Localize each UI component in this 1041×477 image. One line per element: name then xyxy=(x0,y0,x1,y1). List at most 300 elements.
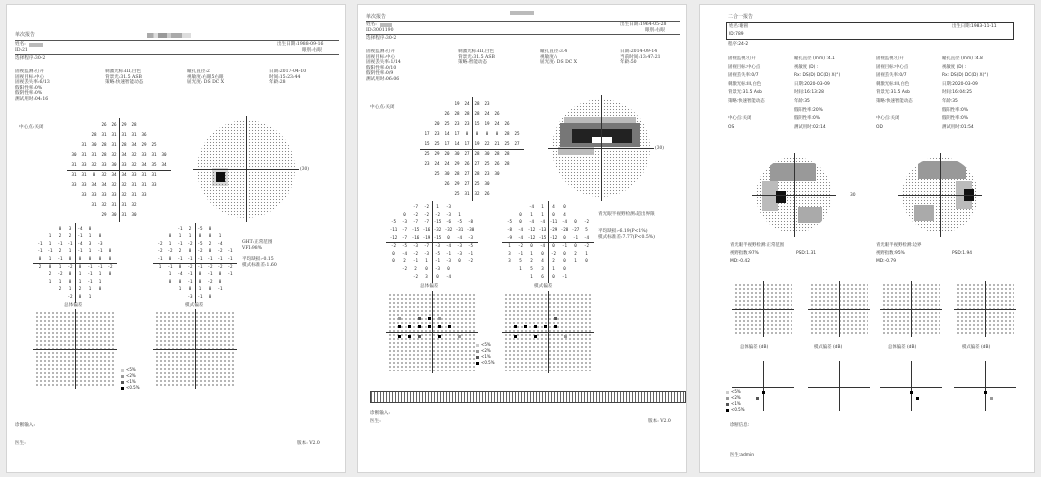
probability-symbol xyxy=(984,391,987,394)
grid-cell: -1 xyxy=(207,256,213,262)
grid-cell: 2 xyxy=(530,258,533,264)
grid-cell: 26 xyxy=(464,160,470,166)
grid-cell: -2 xyxy=(217,263,223,269)
param-line: 中心点:关闭 xyxy=(876,116,900,122)
grid-cell xyxy=(454,273,465,281)
param-line: 视敏度 (D) : xyxy=(794,64,819,70)
grid-cell: 3 xyxy=(541,266,544,272)
grid-cell: -32 xyxy=(444,227,453,233)
grid-cell: 28 xyxy=(101,151,107,157)
grid-cell: 31 xyxy=(121,131,127,137)
param-line: 刺激光标:III,白色 xyxy=(458,49,495,54)
param-line: 中心点:关闭 xyxy=(728,116,752,122)
grid-cell xyxy=(159,130,169,140)
report-page-2 xyxy=(357,4,687,473)
grid-cell xyxy=(155,286,165,294)
grid-cell xyxy=(55,293,65,301)
grid-cell: 31 xyxy=(131,131,137,137)
grid-cell: 28 xyxy=(464,110,470,116)
probability-symbol xyxy=(916,397,919,400)
grid-cell: -2 xyxy=(412,211,419,217)
grid-cell: -7 xyxy=(423,242,430,248)
test-program: 选择程序:30-2 xyxy=(15,56,46,61)
grid-cell: -3 xyxy=(412,242,419,248)
grid-cell: 0 xyxy=(58,225,62,231)
param-line: 假阴性率:0% xyxy=(942,116,969,122)
grid-cell xyxy=(225,293,235,301)
grid-cell: -4 xyxy=(445,273,452,279)
grid-cell: 0 xyxy=(98,233,102,239)
grid-cell xyxy=(175,293,185,301)
grid-cell: -5 xyxy=(456,219,463,225)
grid-cell: 35 xyxy=(151,161,157,167)
grid-cell: 2 xyxy=(403,258,406,264)
grid-cell: 31 xyxy=(111,131,117,137)
grid-cell: 0 xyxy=(68,256,72,262)
param-line: 假阴性率:0% xyxy=(15,91,43,97)
grid-cell: 1 xyxy=(574,258,577,264)
grid-cell: 30 xyxy=(111,211,117,217)
grid-cell: 25 xyxy=(151,141,157,147)
grid-cell: 30 xyxy=(161,151,167,157)
grid-cell: 27 xyxy=(474,160,480,166)
software-version: 版本: V2.0 xyxy=(648,419,671,424)
grid-cell: -1 xyxy=(177,240,183,246)
probability-symbol xyxy=(514,325,517,328)
legend-1: <1% xyxy=(126,379,136,384)
grid-cell: -1 xyxy=(197,256,203,262)
grid-cell: 2 xyxy=(552,258,555,264)
grid-cell: 29 xyxy=(434,150,440,156)
grid-cell xyxy=(512,109,522,119)
grid-cell xyxy=(215,225,225,233)
grid-cell xyxy=(45,286,55,294)
grid-cell xyxy=(159,120,169,130)
date-params xyxy=(269,69,339,86)
grid-cell: 0 xyxy=(403,211,406,217)
grid-cell: 0 xyxy=(198,271,202,277)
grid-cell: -1 xyxy=(57,256,63,262)
grid-cell: 1 xyxy=(78,271,82,277)
mean-deviation: 平均缺损:-6.19(P<1%) xyxy=(598,229,648,234)
grid-cell xyxy=(422,109,432,119)
grid-cell: 24 xyxy=(484,110,490,116)
grid-cell xyxy=(105,240,115,248)
grid-cell xyxy=(159,210,169,220)
grid-cell: -5 xyxy=(506,219,513,225)
grid-cell: -1 xyxy=(57,240,63,246)
grid-cell: -1 xyxy=(561,242,568,248)
grid-cell: -2 xyxy=(207,278,213,284)
grid-cell: 28 xyxy=(454,170,460,176)
grid-cell xyxy=(159,170,169,180)
grid-cell: 2 xyxy=(414,266,417,272)
param-line: 假阳性率:0% xyxy=(15,85,43,91)
param-line: 刺激光标:III,白色 xyxy=(728,81,762,87)
grid-cell: -16 xyxy=(422,227,431,233)
grid-cell: -2 xyxy=(57,271,63,277)
grid-cell: 1 xyxy=(48,233,52,239)
grid-cell: 29 xyxy=(454,180,460,186)
grid-cell: 30 xyxy=(494,170,500,176)
grid-cell: 31 xyxy=(91,201,97,207)
diagnosis-info: 诊断信息: xyxy=(730,423,750,428)
legend-1: <1% xyxy=(481,354,491,359)
grid-cell xyxy=(581,211,592,219)
grid-cell: -27 xyxy=(571,227,580,233)
grid-cell: -1 xyxy=(177,256,183,262)
probability-legend xyxy=(726,389,745,413)
grid-cell: 1 xyxy=(48,278,52,284)
grid-cell: 34 xyxy=(91,181,97,187)
grid-cell: 0 xyxy=(198,278,202,284)
grid-cell: 1 xyxy=(530,250,533,256)
grid-cell: 1 xyxy=(218,233,222,239)
grid-cell: -1 xyxy=(157,256,163,262)
grid-cell: 0 xyxy=(208,294,212,300)
param-line: 背景光:31.5 ASB xyxy=(105,74,142,80)
grid-cell: 28 xyxy=(504,150,510,156)
grid-cell: 31 xyxy=(91,151,97,157)
grid-cell xyxy=(512,149,522,159)
grid-cell: 1 xyxy=(78,278,82,284)
patient-name-label: 姓名: xyxy=(15,42,26,47)
grid-cell: 1 xyxy=(425,258,428,264)
axis-30-label: (30) xyxy=(300,167,310,172)
grid-cell: -2 xyxy=(187,263,193,269)
grid-cell: 2 xyxy=(68,233,72,239)
grid-cell: 30 xyxy=(444,170,450,176)
fixation-params xyxy=(366,49,456,83)
param-line: 瞳孔直径:3.4 xyxy=(540,49,568,54)
grid-cell: 5 xyxy=(519,258,522,264)
grid-cell: 25 xyxy=(424,150,430,156)
grid-cell: -12 xyxy=(527,234,536,240)
grid-cell xyxy=(149,130,159,140)
grid-cell: 0 xyxy=(108,248,112,254)
param-line: 年龄:35 xyxy=(794,99,810,104)
grid-cell: 1 xyxy=(68,286,72,292)
grid-cell xyxy=(512,99,522,109)
grid-cell: -12 xyxy=(549,234,558,240)
grid-cell: 32 xyxy=(121,181,127,187)
param-line: 策略:快速智能动态 xyxy=(105,80,144,86)
param-line: 瞳孔直径 (mm) :4.8 xyxy=(942,56,983,61)
grid-cell: -2 xyxy=(207,263,213,269)
grid-cell xyxy=(225,225,235,233)
grid-cell: 2 xyxy=(58,233,62,239)
grid-cell xyxy=(79,120,89,130)
grid-cell: -2 xyxy=(467,258,474,264)
param-line: 视敏度:右眼5右眼 xyxy=(187,74,224,80)
total-deviation-label: 总体偏差 xyxy=(64,303,83,308)
grid-cell xyxy=(454,203,465,211)
grid-cell xyxy=(35,293,45,301)
grid-cell: 17 xyxy=(424,130,430,136)
grid-cell: 1 xyxy=(541,203,544,209)
patient-id-label: ID: xyxy=(15,48,23,53)
stimulus-params xyxy=(458,49,538,66)
grid-cell: -2 xyxy=(107,263,113,269)
grid-cell: 0 xyxy=(98,256,102,262)
grid-cell: 32 xyxy=(131,151,137,157)
grid-cell: 0 xyxy=(68,278,72,284)
probability-symbol xyxy=(564,335,567,338)
grid-cell: -1 xyxy=(572,234,579,240)
grid-cell: -3 xyxy=(434,242,441,248)
grid-cell: 22 xyxy=(484,140,490,146)
left-eye-params xyxy=(728,56,873,146)
grid-cell xyxy=(159,200,169,210)
grid-cell: -1 xyxy=(412,258,419,264)
grid-cell: 28 xyxy=(504,130,510,136)
grid-cell: 1 xyxy=(168,240,172,246)
software-version: 版本: V2.0 xyxy=(297,441,320,446)
grid-cell: -7 xyxy=(412,219,419,225)
grid-cell: 31 xyxy=(141,171,147,177)
grid-cell: 0 xyxy=(48,263,52,269)
grid-cell: -1 xyxy=(187,278,193,284)
grid-cell xyxy=(502,109,512,119)
grid-cell: -4 xyxy=(583,234,590,240)
legend-05: <0.5% xyxy=(126,385,140,390)
grid-cell: -4 xyxy=(445,242,452,248)
grid-cell: 14 xyxy=(454,140,460,146)
grid-cell: 4 xyxy=(563,211,566,217)
grid-cell: 28 xyxy=(474,170,480,176)
probability-symbol xyxy=(534,335,537,338)
grid-cell xyxy=(35,286,45,294)
grid-cell: 25 xyxy=(514,130,520,136)
grid-cell: -3 xyxy=(434,266,441,272)
grid-cell: 0 xyxy=(447,266,450,272)
grid-cell xyxy=(105,233,115,241)
center-point: 中心点:关闭 xyxy=(19,125,44,130)
right-psd: PSD:1.94 xyxy=(952,251,973,256)
grid-cell: 31 xyxy=(141,181,147,187)
grid-cell: -7 xyxy=(412,203,419,209)
param-line: 策略:智能动态 xyxy=(458,60,488,66)
dev-label-2: 模式偏差 (dB) xyxy=(814,345,843,350)
grid-cell xyxy=(215,293,225,301)
grid-cell: 1 xyxy=(178,286,182,292)
pupil-params xyxy=(540,49,620,66)
grid-cell xyxy=(492,189,502,199)
grid-cell: -3 xyxy=(445,211,452,217)
grid-cell: -2 xyxy=(157,248,163,254)
grid-cell: -28 xyxy=(560,227,569,233)
grid-cell: 0 xyxy=(465,130,469,136)
grid-cell xyxy=(155,225,165,233)
probability-symbol xyxy=(534,325,537,328)
pattern-std-deviation: 模式标准差:1.60 xyxy=(242,263,277,268)
grid-cell: -7 xyxy=(401,227,408,233)
grid-cell: -12 xyxy=(527,227,536,233)
grid-cell: 26 xyxy=(111,121,117,127)
grid-cell: -1 xyxy=(227,248,233,254)
probability-symbol xyxy=(990,397,993,400)
grid-cell: -4 xyxy=(77,240,83,246)
grid-cell: -30 xyxy=(466,227,475,233)
grid-cell: 0 xyxy=(563,203,566,209)
probability-symbol xyxy=(418,325,421,328)
grid-cell xyxy=(155,278,165,286)
param-line: 测试用时:04:16 xyxy=(15,96,49,102)
grid-cell: 3 xyxy=(508,250,511,256)
grid-cell: -5 xyxy=(467,242,474,248)
legend-05: <0.5% xyxy=(481,360,495,365)
grid-cell: 3 xyxy=(88,240,92,246)
grid-cell: 0 xyxy=(585,258,588,264)
param-line: 背景光:31.5 ASB xyxy=(458,54,495,60)
grid-cell: 34 xyxy=(121,151,127,157)
probability-symbol xyxy=(910,391,913,394)
grid-cell xyxy=(422,189,432,199)
right-ght: 青光眼半视野检测:边界 xyxy=(876,243,922,248)
grid-cell: 0 xyxy=(574,242,577,248)
date-params xyxy=(620,49,684,66)
grid-cell: 29 xyxy=(121,121,127,127)
grid-cell xyxy=(225,233,235,241)
grid-cell: -2 xyxy=(423,203,430,209)
grid-cell xyxy=(581,273,592,281)
grid-cell: 28 xyxy=(494,150,500,156)
grid-cell: 25 xyxy=(504,140,510,146)
probability-symbol xyxy=(438,325,441,328)
legend-2: <2% xyxy=(126,373,136,378)
report-title: 二合一报告 xyxy=(728,14,754,20)
grid-cell: 0 xyxy=(198,233,202,239)
grid-cell: 2 xyxy=(58,248,62,254)
grid-cell: 21 xyxy=(494,140,500,146)
grid-cell xyxy=(69,210,79,220)
grid-cell: 20 xyxy=(444,150,450,156)
grid-cell xyxy=(502,189,512,199)
eye-side: 眼别:右眼 xyxy=(302,48,322,53)
grid-cell: 0 xyxy=(552,211,555,217)
grid-cell xyxy=(581,265,592,273)
grid-cell: 14 xyxy=(444,130,450,136)
grid-cell xyxy=(422,179,432,189)
grid-cell: 25 xyxy=(484,160,490,166)
grid-cell xyxy=(105,286,115,294)
legend-1: <1% xyxy=(731,401,741,406)
grid-cell xyxy=(581,203,592,211)
grid-cell: 1 xyxy=(88,294,92,300)
param-line: 视敏度 (D) : xyxy=(942,64,967,70)
mean-deviation: 平均缺损:-0.15 xyxy=(242,257,274,262)
grid-cell xyxy=(69,140,79,150)
grid-cell: 19 xyxy=(454,100,460,106)
legend-2: <2% xyxy=(481,348,491,353)
grid-cell: -4 xyxy=(539,219,546,225)
grid-cell xyxy=(492,179,502,189)
grid-cell: 1 xyxy=(58,278,62,284)
grid-cell: 0 xyxy=(392,258,395,264)
probability-symbol xyxy=(438,335,441,338)
hospital-logo-redacted xyxy=(147,33,191,38)
grid-cell: -4 xyxy=(528,203,535,209)
grid-cell: 33 xyxy=(101,161,107,167)
grid-cell xyxy=(225,278,235,286)
grid-cell: 1 xyxy=(436,203,439,209)
grid-cell: -1 xyxy=(197,263,203,269)
grid-cell: -2 xyxy=(187,240,193,246)
grid-cell xyxy=(504,265,515,273)
grid-cell: 25 xyxy=(454,190,460,196)
grid-cell: 24 xyxy=(444,160,450,166)
grid-cell: -11 xyxy=(549,219,558,225)
param-line: 假阴性率:0/9 xyxy=(366,71,394,77)
grid-cell xyxy=(502,169,512,179)
probability-symbol xyxy=(398,317,401,320)
grid-cell: 23 xyxy=(424,160,430,166)
grid-cell: 31 xyxy=(71,161,77,167)
dev-label-3: 总体偏差 (dB) xyxy=(888,345,917,350)
grid-cell: 26 xyxy=(504,120,510,126)
param-line: Rx: DS(D) DC(D) X(°) xyxy=(794,73,841,79)
grid-cell: 2 xyxy=(188,225,192,231)
grid-cell: -2 xyxy=(583,242,590,248)
patient-name: 姓名:谢圆 xyxy=(729,24,749,29)
dev-label-1: 总体偏差 (dB) xyxy=(740,345,769,350)
grid-cell: 0 xyxy=(563,258,566,264)
param-line: 固视监测:打开 xyxy=(15,69,45,74)
grid-cell: -2 xyxy=(197,248,203,254)
patient-id: 21 xyxy=(22,48,28,53)
param-line: 假阴性率:0% xyxy=(794,116,821,122)
grid-cell: 1 xyxy=(198,286,202,292)
param-line: 刺激光标:III,白色 xyxy=(876,81,910,87)
param-line: 瞳孔直径 (mm) :4.1 xyxy=(794,56,835,61)
grid-cell: 28 xyxy=(101,141,107,147)
grid-cell: 36 xyxy=(141,131,147,137)
grid-cell: 1 xyxy=(168,271,172,277)
grid-cell: 0 xyxy=(485,130,489,136)
grid-cell xyxy=(504,273,515,281)
grid-cell: -32 xyxy=(433,227,442,233)
grid-cell xyxy=(149,210,159,220)
grid-cell: 31 xyxy=(111,141,117,147)
grid-cell: 0 xyxy=(218,271,222,277)
grid-cell: 33 xyxy=(111,191,117,197)
grid-cell: 0 xyxy=(38,256,42,262)
grid-cell xyxy=(165,293,175,301)
grid-cell: -4 xyxy=(77,225,83,231)
grid-cell xyxy=(155,271,165,279)
probability-symbol xyxy=(428,325,431,328)
grid-cell: 1 xyxy=(519,266,522,272)
grid-cell: 1 xyxy=(68,248,72,254)
grid-cell: 31 xyxy=(121,211,127,217)
grid-cell: 0 xyxy=(168,256,172,262)
grid-cell: 31 xyxy=(111,201,117,207)
grid-cell: 19 xyxy=(484,120,490,126)
grid-cell: -8 xyxy=(506,227,513,233)
grid-cell: 31 xyxy=(81,151,87,157)
grid-cell: 0 xyxy=(541,250,544,256)
grid-cell xyxy=(465,203,476,211)
grid-cell: 0 xyxy=(436,273,439,279)
grid-cell: -1 xyxy=(97,263,103,269)
grid-cell: 1 xyxy=(98,278,102,284)
grid-cell: 23 xyxy=(484,100,490,106)
grid-cell: 1 xyxy=(530,211,533,217)
dev-label-4: 模式偏差 (dB) xyxy=(962,345,991,350)
param-line: 假阳性率:0/10 xyxy=(366,65,397,71)
grid-cell: 33 xyxy=(81,181,87,187)
grid-cell xyxy=(69,190,79,200)
